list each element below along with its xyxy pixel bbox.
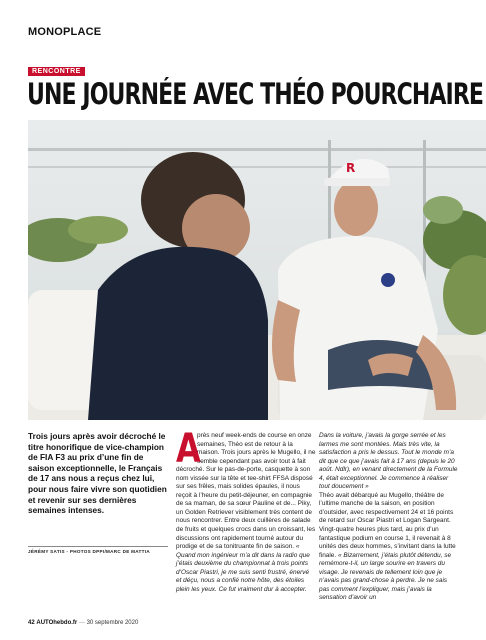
- cap-logo-icon: R: [346, 161, 356, 175]
- body-quote-2: Dans la voiture, j’avais la gorge serrée et les larmes me sont montées. Mais très vite, la satisfaction a pris le dessus. Tout le monde m’a dit que ce que j’avais fait à 17 ans (depuis le 20 août. Ndlr), en venant directement de la Formule 4, était exceptionnel. Je commence à réaliser tout doucement »: [319, 432, 458, 491]
- body-quote-1: « Quand mon ingénieur m’a dit dans la radio que j’étais deuxième du championnat à trois points d’Oscar Piastri, je me suis senti frustré, énervé et déçu, nous a confié notre hôte, des étoiles plein les yeux. Ce fut vraiment dur à accepter.: [176, 543, 310, 593]
- page-number: 42: [28, 620, 35, 626]
- magazine-name: AUTOhebdo.fr: [36, 620, 78, 626]
- body-quote-3: « Bizarrement, j’étais plutôt détendu, se remémore-t-il, un large sourire en travers du visage. Je revenais de tellement loin que je n’avais pas grand-chose à perdre. Je ne sais pas comment l’expliquer, mais j’avais la sensation d’avoir un: [319, 551, 452, 602]
- page-footer: [28, 620, 138, 626]
- photo-credit: JÉRÉMY SATIS - PHOTOS DPPI/MARC DE MATTIA: [28, 546, 168, 554]
- issue-date: 30 septembre 2020: [86, 620, 139, 626]
- article-headline: UNE JOURNÉE AVEC THÉO POURCHAIRE: [27, 77, 484, 111]
- drop-cap: A: [176, 426, 201, 472]
- footer-separator: —: [78, 620, 85, 626]
- body-column-1: [176, 426, 316, 594]
- article-lead: Trois jours après avoir décroché le titre honorifique de vice-champion de FIA F3 au prix d’une fin de saison exceptionnelle, le Français de 17 ans nous a reçus chez lui, pour nous faire vivre son quotidien et revenir sur ses dernières semaines intenses.: [28, 431, 167, 516]
- body-text-1: près neuf week-ends de course en onze semaines, Théo est de retour à la maison. Trois jours après le Mugello, il ne semble cependant pas avoir tout à fait décroché. Sur le pas-de-porte, casquette à son nom vissée sur la tête et tee-shirt FFSA disposé sur ses frêles, mais solides épaules, il nous reçoit à l’heure du petit-déjeuner, en compagnie de sa maman, de sa sœur Pauline et de... Piky, un Golden Retriever visiblement très content de nous rencontrer. Entre deux cuillères de salade de fruits et quelques crocs dans un croissant, les discussions ont rapidement tourné autour du prodige et de sa tonitruante fin de saison.: [176, 432, 316, 551]
- interview-photo-illustration: [28, 120, 486, 420]
- body-text-2: Théo avait débarqué au Mugello, théâtre de l’ultime manche de la saison, en position d’outsider, avec respectivement 24 et 16 points de retard sur Oscar Piastri et Logan Sargeant. Vingt-quatre heures plus tard, au prix d’un fantastique podium en course 1, il revenait à 8 unités des deux hommes, s’invitant dans la lutte finale.: [319, 491, 456, 559]
- section-label: MONOPLACE: [28, 26, 102, 38]
- rubric-tag: RENCONTRE: [28, 67, 85, 76]
- body-column-2: [319, 432, 459, 603]
- article-photo: [28, 120, 486, 420]
